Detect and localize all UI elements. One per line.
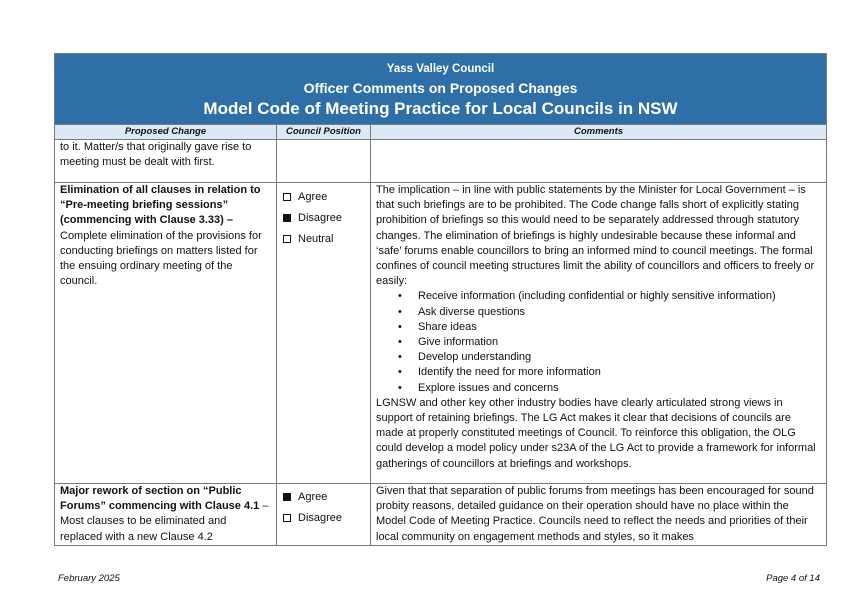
footer-page-number: Page 4 of 14: [766, 573, 820, 584]
option-label: Disagree: [298, 211, 343, 224]
council-position-cell: [277, 140, 371, 183]
position-option-neutral[interactable]: [283, 228, 364, 249]
comment-intro: The implication – in line with public statements by the Minister for Local Government – is that such briefings are to be prohibited. The Code change falls short of explicitly stating prohibition of briefings so this would need to be separately addressed through statutory changes. The elimination of briefings is highly undesirable because these informal and ‘safe’ forums enable councillors to bring an informed mind to council meetings. The formal confines of council meeting structures limit the ability of councillors and officers to freely or easily:: [376, 184, 815, 288]
comment-bullet-list: [376, 289, 821, 395]
option-label: Agree: [298, 490, 328, 503]
proposed-change-text: – Most clauses to be eliminated and replaced with a new Clause 4.2: [60, 500, 269, 543]
position-option-disagree[interactable]: [283, 507, 364, 528]
table-row: [55, 484, 827, 546]
comment-text: Given that that separation of public forums from meetings has been encouraged for sound probity reasons, detailed guidance on their operation should have no place within the Model Code of Meeting Practice. Councils need to reflect the needs and priorities of their local community on engagement methods and styles, so it makes: [376, 485, 814, 543]
proposed-change-text: to it. Matter/s that originally gave rise to meeting must be dealt with first.: [60, 141, 252, 169]
council-position-cell: [277, 484, 371, 546]
column-header-row: [55, 125, 827, 140]
position-option-agree[interactable]: [283, 486, 364, 507]
comments-cell: [371, 140, 827, 183]
comments-cell: [371, 183, 827, 484]
table-row: [55, 183, 827, 484]
option-label: Neutral: [298, 232, 334, 245]
list-item: • Identify the need for more information: [418, 365, 821, 380]
list-item: • Develop understanding: [418, 350, 821, 365]
proposed-change-heading: Elimination of all clauses in relation to “Pre-meeting briefing sessions” (commencing with Clause 3.33) –: [60, 184, 261, 227]
list-item: • Give information: [418, 335, 821, 350]
proposed-change-heading: Major rework of section on “Public Forums” commencing with Clause 4.1: [60, 485, 260, 513]
checkbox-icon[interactable]: [283, 193, 291, 201]
council-name: Yass Valley Council: [386, 63, 495, 75]
comments-table: [54, 53, 827, 546]
list-item: • Explore issues and concerns: [418, 381, 821, 396]
proposed-change-cell: [55, 183, 277, 484]
proposed-change-cell: [55, 484, 277, 546]
option-label: Disagree: [298, 511, 343, 524]
checkbox-icon[interactable]: [283, 235, 291, 243]
list-item: • Receive information (including confidential or highly sensitive information): [418, 289, 821, 304]
column-header-proposed-change: Proposed Change: [55, 125, 277, 140]
comments-cell: [371, 484, 827, 546]
document-title: Model Code of Meeting Practice for Local Councils in NSW: [203, 99, 678, 118]
document-subtitle: Officer Comments on Proposed Changes: [303, 80, 578, 96]
checkbox-icon[interactable]: [283, 514, 291, 522]
checkbox-checked-icon[interactable]: [283, 493, 291, 501]
option-label: Agree: [298, 190, 328, 203]
proposed-change-text: Complete elimination of the provisions for conducting briefings on matters listed for the ensuing ordinary meeting of the council.: [60, 229, 262, 288]
position-option-agree[interactable]: [283, 186, 364, 207]
table-banner: [55, 54, 827, 125]
table-row: [55, 140, 827, 183]
council-position-cell: [277, 183, 371, 484]
proposed-change-cell: [55, 140, 277, 183]
column-header-council-position: Council Position: [277, 125, 371, 140]
footer-date: February 2025: [58, 573, 120, 584]
checkbox-checked-icon[interactable]: [283, 214, 291, 222]
position-option-disagree[interactable]: [283, 207, 364, 228]
list-item: • Share ideas: [418, 320, 821, 335]
list-item: • Ask diverse questions: [418, 305, 821, 320]
comment-outro: LGNSW and other key other industry bodies have clearly articulated strong views in support of retaining briefings. The LG Act makes it clear that decisions of councils are made at properly constituted meetings of Council. To reinforce this obligation, the OLG could develop a model policy under s23A of the LG Act to provide a framework for informal gatherings of councillors at briefings and workshops.: [376, 396, 816, 470]
column-header-comments: Comments: [371, 125, 827, 140]
